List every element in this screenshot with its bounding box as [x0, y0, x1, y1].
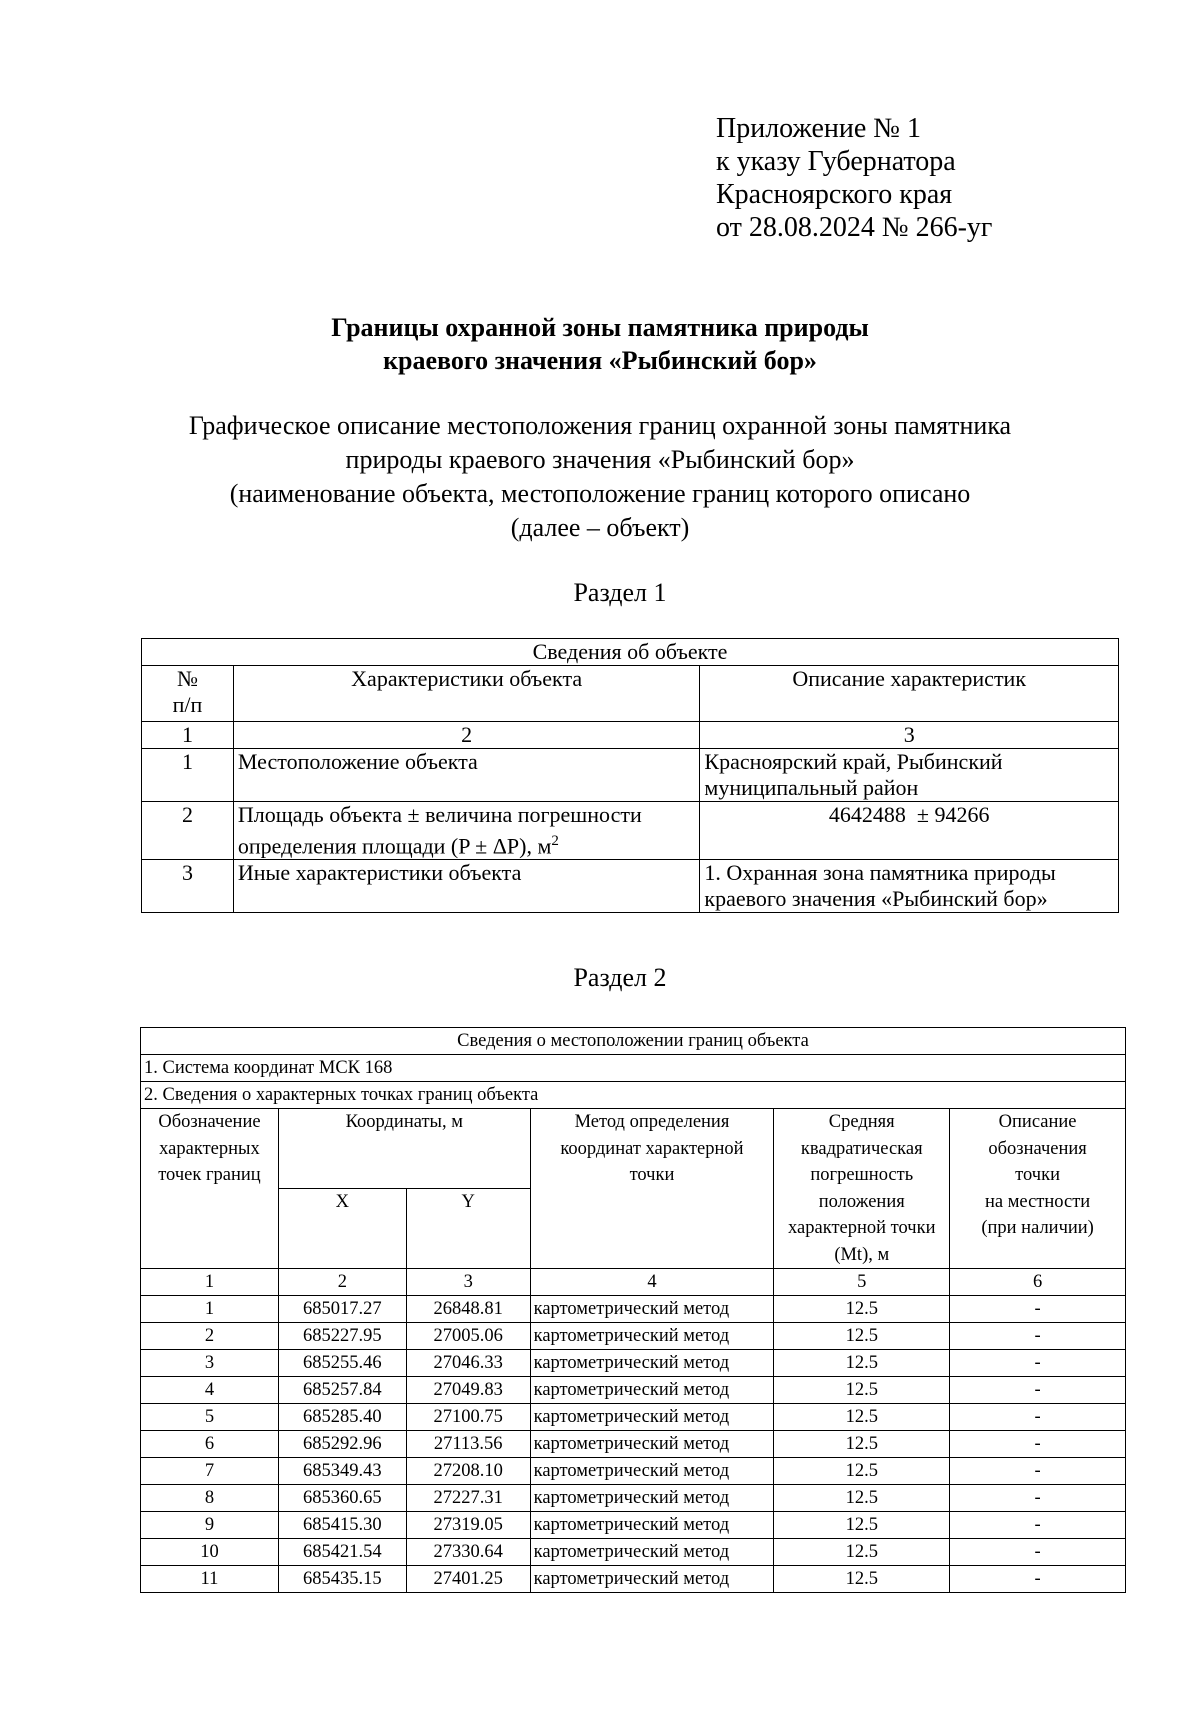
header-method: Метод определения координат характерной точки	[530, 1109, 774, 1269]
row-characteristic: Местоположение объекта	[233, 749, 700, 802]
coordinate-system: 1. Система координат МСК 168	[141, 1055, 1126, 1082]
point-method: картометрический метод	[530, 1377, 774, 1404]
row-description: Красноярский край, Рыбинский муниципальный район	[700, 749, 1119, 802]
table-caption: Сведения о местоположении границ объекта	[141, 1028, 1126, 1055]
point-x: 685257.84	[278, 1377, 406, 1404]
point-error: 12.5	[774, 1512, 950, 1539]
point-x: 685421.54	[278, 1539, 406, 1566]
point-x: 685227.95	[278, 1323, 406, 1350]
column-number: 5	[774, 1269, 950, 1296]
title-line: краевого значения «Рыбинский бор»	[383, 346, 817, 375]
point-y: 27330.64	[406, 1539, 530, 1566]
title-line: Границы охранной зоны памятника природы	[331, 313, 869, 342]
point-method: картометрический метод	[530, 1485, 774, 1512]
row-number: 3	[142, 860, 234, 913]
boundary-points-table	[140, 1027, 1126, 1593]
column-number: 3	[406, 1269, 530, 1296]
table-row	[141, 1323, 1126, 1350]
point-y: 26848.81	[406, 1296, 530, 1323]
table-row	[142, 860, 1119, 913]
point-y: 27227.31	[406, 1485, 530, 1512]
point-method: картометрический метод	[530, 1566, 774, 1593]
column-number: 1	[142, 722, 234, 749]
point-x: 685285.40	[278, 1404, 406, 1431]
point-number: 6	[141, 1431, 279, 1458]
point-number: 11	[141, 1566, 279, 1593]
row-number: 1	[142, 749, 234, 802]
subtitle-line: Графическое описание местоположения границ охранной зоны памятника	[188, 411, 1012, 440]
point-description: -	[950, 1566, 1126, 1593]
point-error: 12.5	[774, 1404, 950, 1431]
point-error: 12.5	[774, 1377, 950, 1404]
point-y: 27049.83	[406, 1377, 530, 1404]
point-method: картометрический метод	[530, 1350, 774, 1377]
table-row	[141, 1512, 1126, 1539]
point-x: 685360.65	[278, 1485, 406, 1512]
point-error: 12.5	[774, 1350, 950, 1377]
table-row	[142, 749, 1119, 802]
appendix-line: Приложение № 1	[716, 113, 921, 144]
row-description: 4642488 ± 94266	[700, 802, 1119, 860]
row-description: 1. Охранная зона памятника природы краевого значения «Рыбинский бор»	[700, 860, 1119, 913]
row-number: 2	[142, 802, 234, 860]
column-number: 6	[950, 1269, 1126, 1296]
point-description: -	[950, 1323, 1126, 1350]
point-number: 3	[141, 1350, 279, 1377]
point-error: 12.5	[774, 1296, 950, 1323]
point-y: 27208.10	[406, 1458, 530, 1485]
point-description: -	[950, 1512, 1126, 1539]
point-y: 27005.06	[406, 1323, 530, 1350]
point-method: картометрический метод	[530, 1458, 774, 1485]
header-error: Средняя квадратическая погрешность положения характерной точки (Mt), м	[774, 1109, 950, 1269]
point-number: 5	[141, 1404, 279, 1431]
point-x: 685435.15	[278, 1566, 406, 1593]
table-row	[141, 1458, 1126, 1485]
point-y: 27401.25	[406, 1566, 530, 1593]
subtitle-line: природы краевого значения «Рыбинский бор»	[345, 445, 855, 474]
header-number: № п/п	[142, 666, 234, 722]
header-description: Описание характеристик	[700, 666, 1119, 722]
header-x: X	[278, 1189, 406, 1269]
point-x: 685415.30	[278, 1512, 406, 1539]
point-x: 685349.43	[278, 1458, 406, 1485]
point-description: -	[950, 1539, 1126, 1566]
appendix-line: Красноярского края	[716, 179, 953, 210]
table-row	[141, 1539, 1126, 1566]
table-row	[141, 1485, 1126, 1512]
point-number: 2	[141, 1323, 279, 1350]
point-x: 685255.46	[278, 1350, 406, 1377]
point-method: картометрический метод	[530, 1431, 774, 1458]
point-number: 7	[141, 1458, 279, 1485]
document-title	[0, 311, 1200, 377]
appendix-block	[716, 112, 992, 244]
row-characteristic: Иные характеристики объекта	[233, 860, 700, 913]
point-error: 12.5	[774, 1485, 950, 1512]
section-2-heading: Раздел 2	[573, 963, 667, 992]
point-method: картометрический метод	[530, 1539, 774, 1566]
point-method: картометрический метод	[530, 1323, 774, 1350]
point-method: картометрический метод	[530, 1512, 774, 1539]
point-number: 1	[141, 1296, 279, 1323]
table-row	[141, 1377, 1126, 1404]
point-x: 685292.96	[278, 1431, 406, 1458]
point-description: -	[950, 1350, 1126, 1377]
appendix-line: к указу Губернатора	[716, 146, 956, 177]
point-number: 4	[141, 1377, 279, 1404]
point-method: картометрический метод	[530, 1404, 774, 1431]
column-number: 1	[141, 1269, 279, 1296]
subtitle-line: (далее – объект)	[510, 513, 690, 542]
point-description: -	[950, 1404, 1126, 1431]
appendix-line: от 28.08.2024 № 266-уг	[716, 212, 993, 243]
point-error: 12.5	[774, 1431, 950, 1458]
point-y: 27046.33	[406, 1350, 530, 1377]
point-description: -	[950, 1431, 1126, 1458]
table-row	[141, 1296, 1126, 1323]
section-1-heading: Раздел 1	[573, 578, 667, 607]
point-description: -	[950, 1485, 1126, 1512]
header-y: Y	[406, 1189, 530, 1269]
subtitle-line: (наименование объекта, местоположение границ которого описано	[229, 479, 971, 508]
table-row	[141, 1566, 1126, 1593]
header-coordinates: Координаты, м	[278, 1109, 530, 1189]
column-number: 3	[700, 722, 1119, 749]
point-error: 12.5	[774, 1323, 950, 1350]
point-number: 8	[141, 1485, 279, 1512]
points-caption: 2. Сведения о характерных точках границ объекта	[141, 1082, 1126, 1109]
table-row	[142, 802, 1119, 860]
point-error: 12.5	[774, 1458, 950, 1485]
point-number: 10	[141, 1539, 279, 1566]
point-x: 685017.27	[278, 1296, 406, 1323]
header-characteristics: Характеристики объекта	[233, 666, 700, 722]
point-number: 9	[141, 1512, 279, 1539]
row-characteristic: Площадь объекта ± величина погрешности определения площади (P ± ΔP), $м^2$	[233, 802, 700, 860]
point-error: 12.5	[774, 1566, 950, 1593]
point-y: 27319.05	[406, 1512, 530, 1539]
table-row	[141, 1431, 1126, 1458]
point-description: -	[950, 1296, 1126, 1323]
points-body	[141, 1296, 1126, 1593]
column-number: 2	[278, 1269, 406, 1296]
point-error: 12.5	[774, 1539, 950, 1566]
point-description: -	[950, 1458, 1126, 1485]
point-y: 27100.75	[406, 1404, 530, 1431]
header-point-description: Описание обозначения точки на местности (при наличии)	[950, 1109, 1126, 1269]
point-y: 27113.56	[406, 1431, 530, 1458]
header-designation: Обозначение характерных точек границ	[141, 1109, 279, 1269]
column-number: 2	[233, 722, 700, 749]
table-row	[141, 1350, 1126, 1377]
column-number: 4	[530, 1269, 774, 1296]
document-subtitle	[0, 409, 1200, 545]
object-info-table	[141, 638, 1119, 913]
point-method: картометрический метод	[530, 1296, 774, 1323]
point-description: -	[950, 1377, 1126, 1404]
table-caption: Сведения об объекте	[142, 639, 1119, 666]
table-row	[141, 1404, 1126, 1431]
